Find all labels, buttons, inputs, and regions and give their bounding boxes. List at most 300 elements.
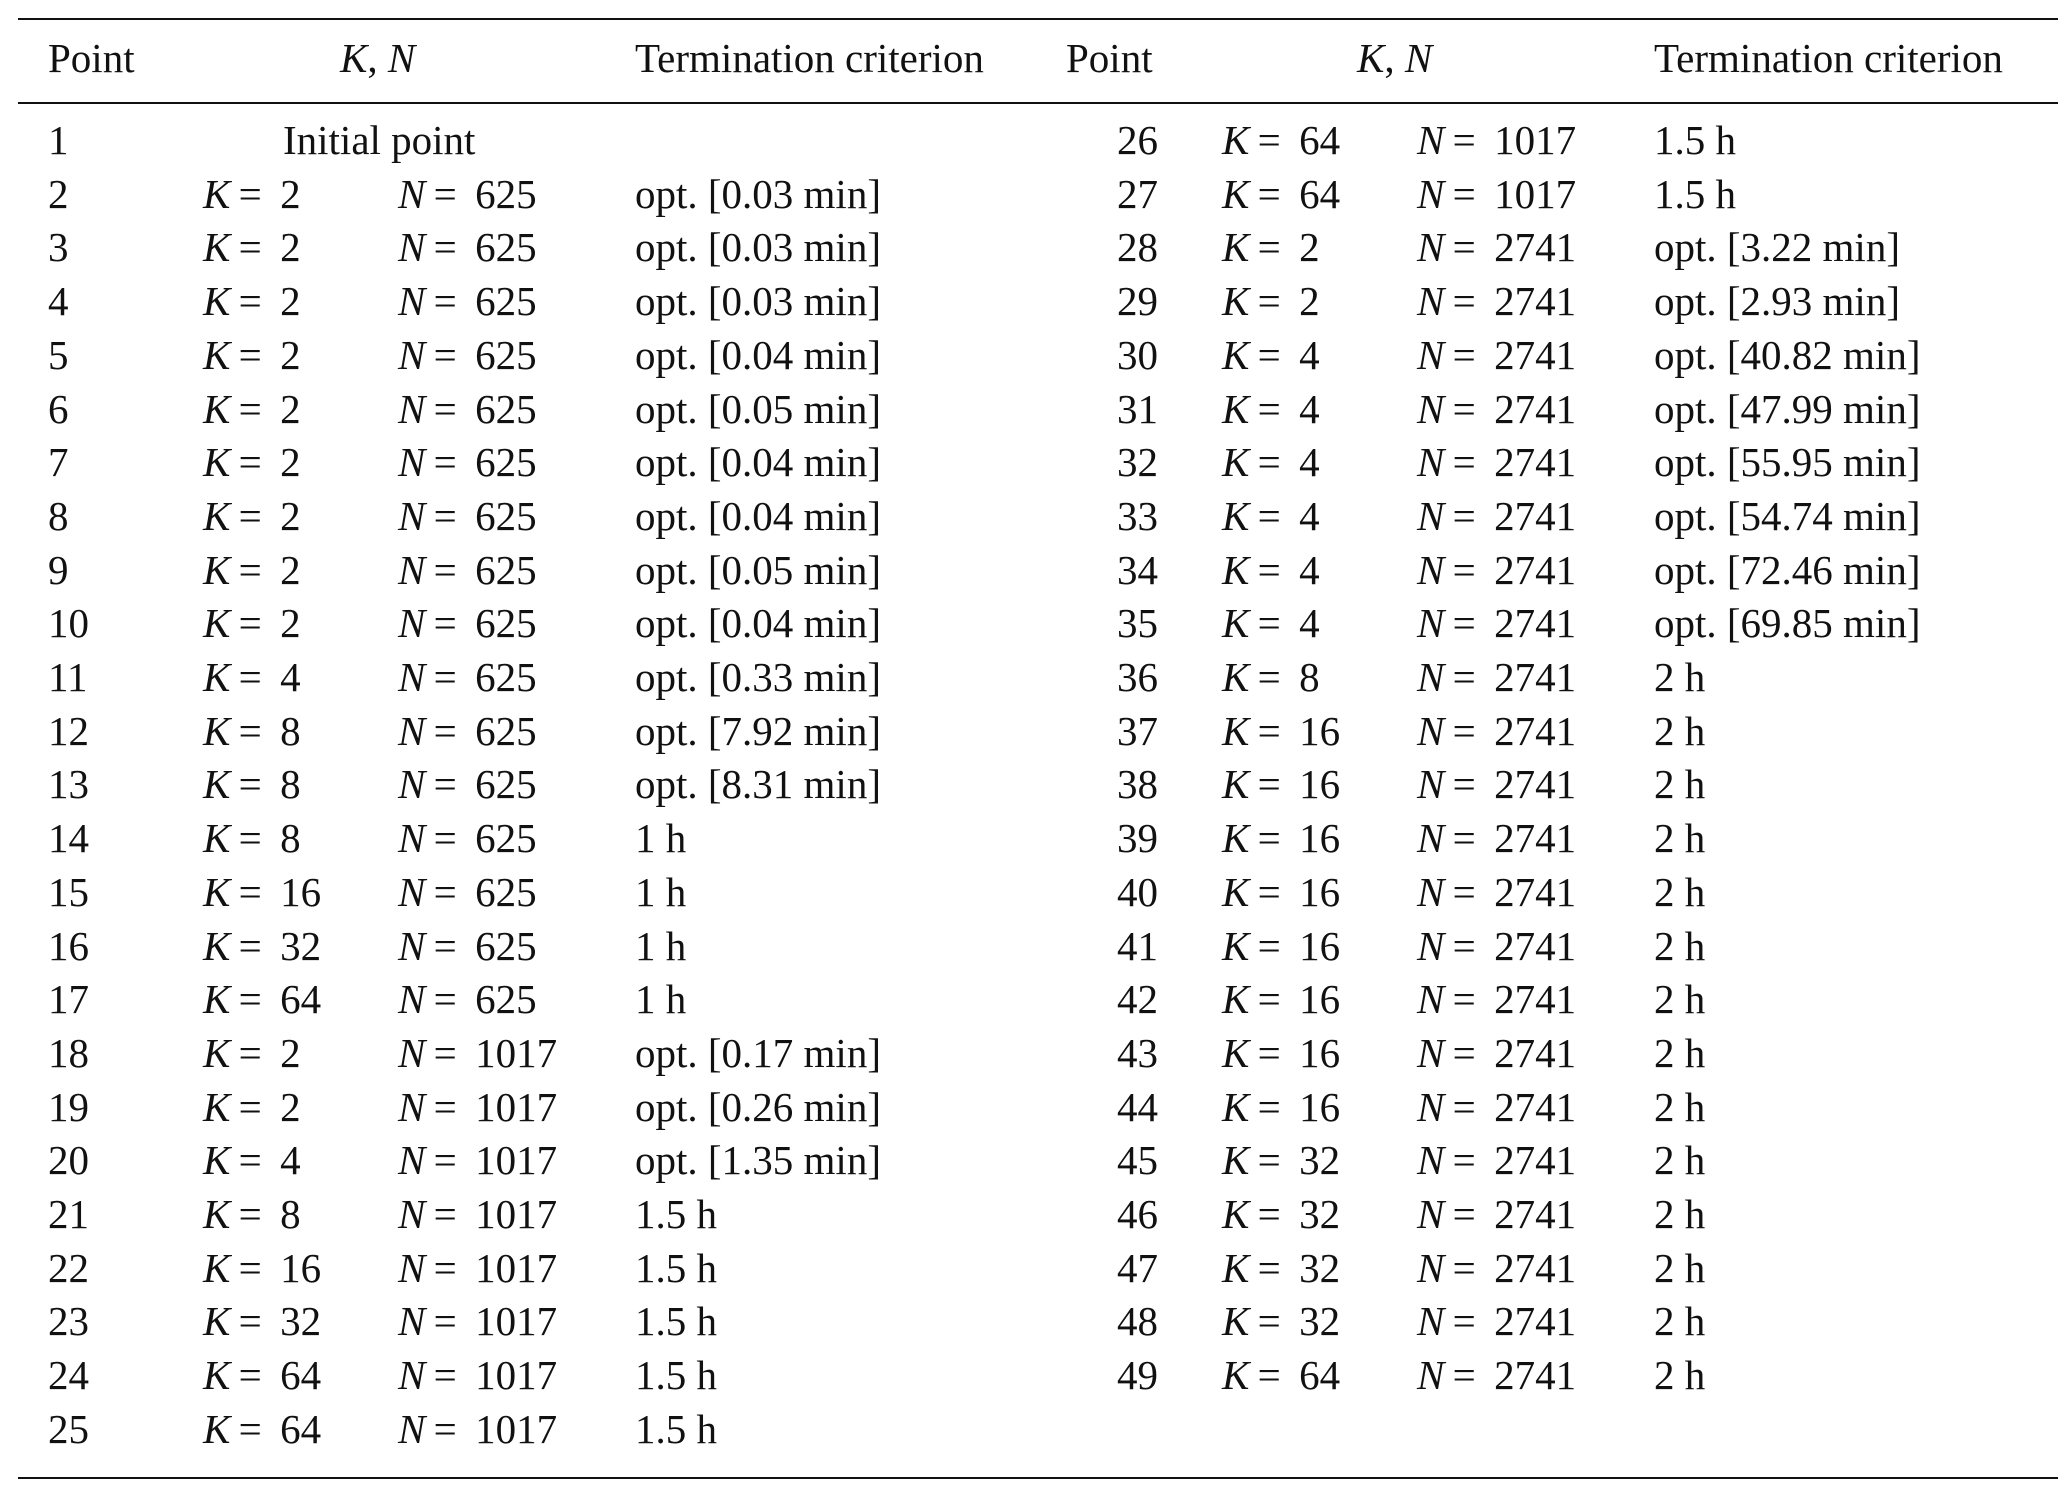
row-termination: 2 h [1654, 761, 1706, 807]
row-k-value-value: = 4 [1249, 439, 1320, 485]
row-k-value [1222, 167, 1340, 221]
row-k-value-value: = 4 [230, 1137, 301, 1183]
row-termination: 2 h [1654, 1352, 1706, 1398]
row-point-number: 9 [48, 547, 69, 593]
row-n-value-value: = 1017 [425, 1137, 558, 1183]
row-k-value-value: = 2 [230, 493, 301, 539]
row-point-number: 6 [48, 386, 69, 432]
row-k-value-variable: K [203, 1245, 231, 1291]
row-n-value-variable: N [1417, 1030, 1445, 1076]
row-termination: opt. [54.74 min] [1654, 493, 1921, 539]
row-k-value [203, 220, 301, 274]
row-n-value-value: = 625 [425, 761, 537, 807]
row-termination: 2 h [1654, 976, 1706, 1022]
row-n-value-variable: N [1417, 439, 1445, 485]
header-n-symbol: N [387, 35, 416, 81]
row-n-value-value: = 2741 [1444, 278, 1577, 324]
row-n-value-value: = 2741 [1444, 547, 1577, 593]
row-point-number: 24 [48, 1352, 89, 1398]
row-k-value-variable: K [203, 761, 231, 807]
row-n-value-value: = 625 [425, 600, 537, 646]
table-top-rule [18, 18, 2058, 20]
row-n-value-variable: N [398, 1406, 426, 1452]
row-k-value-value: = 64 [230, 1406, 322, 1452]
row-k-value-value: = 32 [230, 1298, 322, 1344]
header-kn-left [340, 31, 415, 85]
row-n-value [1417, 972, 1576, 1026]
row-k-value-value: = 32 [230, 923, 322, 969]
row-n-value [1417, 543, 1576, 597]
row-n-value-value: = 2741 [1444, 386, 1577, 432]
row-point-number: 7 [48, 439, 69, 485]
row-n-value-value: = 2741 [1444, 439, 1577, 485]
row-n-value [398, 1080, 557, 1134]
row-k-value-value: = 16 [230, 1245, 322, 1291]
row-n-value-variable: N [398, 708, 426, 754]
row-termination: 1.5 h [1654, 171, 1736, 217]
row-point-number: 39 [1117, 815, 1158, 861]
row-n-value-variable: N [398, 171, 426, 217]
row-n-value-value: = 2741 [1444, 332, 1577, 378]
row-termination: opt. [2.93 min] [1654, 278, 1900, 324]
row-n-value-value: = 625 [425, 654, 537, 700]
row-n-value [1417, 1026, 1576, 1080]
row-k-value-value: = 16 [1249, 708, 1341, 754]
row-k-value-value: = 32 [1249, 1298, 1341, 1344]
row-point-number: 49 [1117, 1352, 1158, 1398]
row-point-number: 35 [1117, 600, 1158, 646]
row-n-value-value: = 2741 [1444, 1245, 1577, 1291]
row-k-value-variable: K [1222, 547, 1250, 593]
row-k-value-value: = 4 [1249, 332, 1320, 378]
row-point-number: 44 [1117, 1084, 1158, 1130]
row-termination: opt. [0.04 min] [635, 493, 881, 539]
row-termination: 2 h [1654, 1084, 1706, 1130]
row-n-value [398, 1133, 557, 1187]
row-n-value-variable: N [398, 493, 426, 539]
row-k-value [203, 1241, 321, 1295]
row-k-value-variable: K [203, 224, 231, 270]
row-termination: 1.5 h [635, 1245, 717, 1291]
row-n-value-value: = 1017 [1444, 171, 1577, 217]
row-termination: opt. [69.85 min] [1654, 600, 1921, 646]
row-n-value-value: = 625 [425, 547, 537, 593]
row-k-value [1222, 543, 1320, 597]
row-n-value-variable: N [398, 815, 426, 861]
row-termination: 1.5 h [635, 1352, 717, 1398]
row-n-value [398, 274, 537, 328]
row-k-value [203, 919, 321, 973]
row-point-number: 1 [48, 117, 69, 163]
row-k-value-value: = 2 [230, 547, 301, 593]
row-n-value-variable: N [1417, 761, 1445, 807]
row-point-number: 2 [48, 171, 69, 217]
row-n-value-variable: N [398, 386, 426, 432]
row-n-value-variable: N [1417, 117, 1445, 163]
row-k-value [1222, 1080, 1340, 1134]
row-termination: 2 h [1654, 654, 1706, 700]
row-n-value [398, 1294, 557, 1348]
row-n-value-variable: N [1417, 547, 1445, 593]
row-n-value [1417, 1187, 1576, 1241]
row-k-value-value: = 2 [230, 278, 301, 324]
row-k-value-value: = 4 [1249, 493, 1320, 539]
row-k-value-value: = 4 [1249, 600, 1320, 646]
row-n-value-variable: N [398, 1298, 426, 1344]
row-n-value [1417, 220, 1576, 274]
row-termination: opt. [0.03 min] [635, 224, 881, 270]
row-k-value [1222, 489, 1320, 543]
row-termination: opt. [1.35 min] [635, 1137, 881, 1183]
row-n-value [398, 865, 537, 919]
row-n-value-value: = 625 [425, 493, 537, 539]
row-n-value-variable: N [1417, 1084, 1445, 1130]
row-k-value [1222, 811, 1340, 865]
row-k-value-value: = 16 [230, 869, 322, 915]
row-k-value-value: = 16 [1249, 815, 1341, 861]
row-point-number: 27 [1117, 171, 1158, 217]
row-point-number: 36 [1117, 654, 1158, 700]
row-k-value-value: = 64 [230, 976, 322, 1022]
row-n-value [398, 757, 537, 811]
header-point-left: Point [48, 35, 135, 81]
row-n-value [398, 543, 537, 597]
row-n-value-variable: N [1417, 1245, 1445, 1291]
row-k-value [203, 757, 301, 811]
row-termination: opt. [72.46 min] [1654, 547, 1921, 593]
row-n-value-value: = 2741 [1444, 976, 1577, 1022]
row-n-value-variable: N [398, 923, 426, 969]
row-n-value-value: = 2741 [1444, 815, 1577, 861]
header-n-symbol: N [1404, 35, 1433, 81]
row-k-value [1222, 650, 1320, 704]
row-termination: 1 h [635, 815, 687, 861]
row-termination: opt. [0.04 min] [635, 439, 881, 485]
row-k-value-value: = 16 [1249, 869, 1341, 915]
row-termination: 2 h [1654, 1030, 1706, 1076]
row-k-value-value: = 2 [230, 1030, 301, 1076]
row-termination: opt. [40.82 min] [1654, 332, 1921, 378]
row-point-number: 4 [48, 278, 69, 324]
row-point-number: 48 [1117, 1298, 1158, 1344]
row-termination: opt. [47.99 min] [1654, 386, 1921, 432]
row-n-value [1417, 1241, 1576, 1295]
row-n-value-variable: N [398, 439, 426, 485]
row-n-value-value: = 1017 [425, 1298, 558, 1344]
row-termination: 2 h [1654, 1191, 1706, 1237]
row-point-number: 29 [1117, 278, 1158, 324]
row-k-value [203, 328, 301, 382]
row-n-value-value: = 625 [425, 332, 537, 378]
row-n-value-value: = 1017 [425, 1030, 558, 1076]
row-n-value-variable: N [398, 761, 426, 807]
header-point-right: Point [1066, 35, 1153, 81]
row-n-value-value: = 625 [425, 976, 537, 1022]
row-n-value-value: = 2741 [1444, 1030, 1577, 1076]
row-k-value [203, 1348, 321, 1402]
row-n-value-value: = 625 [425, 224, 537, 270]
row-point-number: 30 [1117, 332, 1158, 378]
row-n-value-variable: N [1417, 708, 1445, 754]
row-n-value-variable: N [1417, 386, 1445, 432]
row-termination: 2 h [1654, 869, 1706, 915]
row-point-number: 21 [48, 1191, 89, 1237]
row-n-value-value: = 625 [425, 923, 537, 969]
row-k-value [1222, 919, 1340, 973]
row-k-value-variable: K [203, 1352, 231, 1398]
row-k-value-variable: K [1222, 600, 1250, 646]
row-n-value [398, 1348, 557, 1402]
row-k-value-value: = 8 [1249, 654, 1320, 700]
row-k-value-variable: K [1222, 332, 1250, 378]
row-k-value-variable: K [203, 1298, 231, 1344]
row-initial-point-label: Initial point [283, 117, 476, 163]
row-k-value-variable: K [1222, 1137, 1250, 1183]
row-k-value-value: = 8 [230, 1191, 301, 1237]
row-k-value [1222, 704, 1340, 758]
row-k-value [203, 543, 301, 597]
row-k-value-value: = 2 [230, 1084, 301, 1130]
row-point-number: 10 [48, 600, 89, 646]
row-termination: opt. [7.92 min] [635, 708, 881, 754]
row-k-value-variable: K [1222, 923, 1250, 969]
row-point-number: 3 [48, 224, 69, 270]
row-k-value-value: = 2 [230, 439, 301, 485]
row-n-value-variable: N [1417, 923, 1445, 969]
row-n-value-variable: N [1417, 1352, 1445, 1398]
row-n-value-value: = 2741 [1444, 1137, 1577, 1183]
row-n-value [1417, 650, 1576, 704]
row-termination: opt. [0.17 min] [635, 1030, 881, 1076]
row-k-value-variable: K [1222, 815, 1250, 861]
row-point-number: 15 [48, 869, 89, 915]
row-k-value [203, 1187, 301, 1241]
row-termination: opt. [0.03 min] [635, 171, 881, 217]
row-n-value [1417, 1080, 1576, 1134]
row-termination: opt. [0.04 min] [635, 600, 881, 646]
row-n-value-variable: N [1417, 1137, 1445, 1183]
row-point-number: 46 [1117, 1191, 1158, 1237]
row-k-value-variable: K [1222, 1084, 1250, 1130]
row-termination: opt. [8.31 min] [635, 761, 881, 807]
row-k-value [1222, 1348, 1340, 1402]
row-termination: 1 h [635, 923, 687, 969]
row-n-value-value: = 2741 [1444, 1298, 1577, 1344]
row-k-value-variable: K [203, 1030, 231, 1076]
row-point-number: 20 [48, 1137, 89, 1183]
row-point-number: 45 [1117, 1137, 1158, 1183]
row-n-value-variable: N [398, 976, 426, 1022]
row-point-number: 32 [1117, 439, 1158, 485]
row-n-value [398, 1026, 557, 1080]
row-n-value [1417, 1133, 1576, 1187]
row-k-value-variable: K [203, 493, 231, 539]
row-n-value-value: = 2741 [1444, 1084, 1577, 1130]
row-k-value-variable: K [1222, 976, 1250, 1022]
row-point-number: 25 [48, 1406, 89, 1452]
row-point-number: 40 [1117, 869, 1158, 915]
row-n-value [1417, 167, 1576, 221]
row-k-value-variable: K [203, 1137, 231, 1183]
row-n-value [1417, 919, 1576, 973]
row-n-value-value: = 625 [425, 386, 537, 432]
header-kn-separator: , [1384, 35, 1405, 81]
row-k-value-value: = 2 [1249, 224, 1320, 270]
row-k-value [1222, 596, 1320, 650]
row-termination: 1 h [635, 976, 687, 1022]
row-n-value [1417, 489, 1576, 543]
row-k-value-variable: K [203, 600, 231, 646]
row-point-number: 12 [48, 708, 89, 754]
row-k-value [203, 1080, 301, 1134]
row-n-value-variable: N [1417, 600, 1445, 646]
row-k-value-variable: K [1222, 439, 1250, 485]
row-k-value-variable: K [1222, 1298, 1250, 1344]
row-n-value-value: = 2741 [1444, 654, 1577, 700]
row-n-value-variable: N [398, 1137, 426, 1183]
row-n-value [398, 435, 537, 489]
row-termination: 1.5 h [1654, 117, 1736, 163]
row-n-value-value: = 2741 [1444, 493, 1577, 539]
row-n-value-value: = 625 [425, 815, 537, 861]
row-termination: 1.5 h [635, 1406, 717, 1452]
row-n-value-variable: N [1417, 815, 1445, 861]
row-k-value-value: = 64 [1249, 117, 1341, 163]
row-termination: 2 h [1654, 815, 1706, 861]
row-k-value-value: = 16 [1249, 1030, 1341, 1076]
row-k-value [203, 1402, 321, 1456]
row-termination: opt. [0.04 min] [635, 332, 881, 378]
row-k-value-variable: K [1222, 117, 1250, 163]
row-n-value [398, 596, 537, 650]
row-n-value-variable: N [398, 1084, 426, 1130]
row-k-value-variable: K [1222, 869, 1250, 915]
row-n-value-value: = 1017 [425, 1352, 558, 1398]
row-point-number: 26 [1117, 117, 1158, 163]
row-k-value [1222, 382, 1320, 436]
row-n-value-variable: N [1417, 1191, 1445, 1237]
row-point-number: 47 [1117, 1245, 1158, 1291]
row-termination: 1.5 h [635, 1298, 717, 1344]
row-k-value-value: = 32 [1249, 1137, 1341, 1183]
row-k-value [203, 811, 301, 865]
header-termination-right: Termination criterion [1654, 35, 2003, 81]
row-k-value-value: = 2 [230, 600, 301, 646]
row-n-value [1417, 1294, 1576, 1348]
row-n-value [1417, 865, 1576, 919]
row-k-value-value: = 8 [230, 708, 301, 754]
row-n-value-value: = 625 [425, 869, 537, 915]
row-point-number: 11 [48, 654, 88, 700]
row-n-value [1417, 435, 1576, 489]
row-point-number: 41 [1117, 923, 1158, 969]
row-n-value [1417, 757, 1576, 811]
row-k-value-variable: K [1222, 493, 1250, 539]
row-n-value-value: = 625 [425, 708, 537, 754]
row-n-value-value: = 2741 [1444, 224, 1577, 270]
row-termination: opt. [0.05 min] [635, 547, 881, 593]
row-n-value-variable: N [1417, 654, 1445, 700]
row-termination: opt. [0.03 min] [635, 278, 881, 324]
row-n-value-variable: N [398, 332, 426, 378]
row-n-value [398, 328, 537, 382]
row-k-value-variable: K [203, 708, 231, 754]
row-k-value-variable: K [1222, 1245, 1250, 1291]
row-termination: 2 h [1654, 1245, 1706, 1291]
row-point-number: 43 [1117, 1030, 1158, 1076]
row-k-value-variable: K [203, 386, 231, 432]
row-k-value [203, 972, 321, 1026]
row-point-number: 14 [48, 815, 89, 861]
row-n-value [398, 704, 537, 758]
row-k-value [1222, 865, 1340, 919]
row-k-value [1222, 113, 1340, 167]
row-n-value [1417, 811, 1576, 865]
row-k-value [203, 865, 321, 919]
row-point-number: 18 [48, 1030, 89, 1076]
row-n-value-variable: N [398, 654, 426, 700]
row-k-value-variable: K [1222, 171, 1250, 217]
row-k-value-variable: K [203, 278, 231, 324]
row-termination: 2 h [1654, 923, 1706, 969]
row-n-value [398, 382, 537, 436]
row-k-value-value: = 32 [1249, 1191, 1341, 1237]
row-point-number: 5 [48, 332, 69, 378]
row-n-value [1417, 704, 1576, 758]
row-k-value [203, 489, 301, 543]
row-point-number: 38 [1117, 761, 1158, 807]
row-k-value-variable: K [1222, 224, 1250, 270]
row-point-number: 19 [48, 1084, 89, 1130]
row-n-value-variable: N [398, 1030, 426, 1076]
row-n-value-value: = 1017 [425, 1245, 558, 1291]
row-k-value-variable: K [1222, 654, 1250, 700]
row-k-value-value: = 16 [1249, 976, 1341, 1022]
row-n-value-variable: N [398, 1352, 426, 1398]
row-n-value-variable: N [1417, 332, 1445, 378]
row-n-value-value: = 2741 [1444, 708, 1577, 754]
row-k-value [1222, 1026, 1340, 1080]
row-n-value [398, 1402, 557, 1456]
row-k-value-variable: K [203, 1191, 231, 1237]
row-termination: 2 h [1654, 1137, 1706, 1183]
row-n-value-value: = 1017 [425, 1191, 558, 1237]
row-n-value-variable: N [398, 1245, 426, 1291]
row-n-value [398, 1187, 557, 1241]
row-point-number: 16 [48, 923, 89, 969]
row-n-value-variable: N [398, 224, 426, 270]
row-n-value-variable: N [1417, 278, 1445, 324]
row-n-value-variable: N [1417, 493, 1445, 539]
row-n-value-value: = 2741 [1444, 761, 1577, 807]
row-k-value-value: = 8 [230, 815, 301, 861]
row-k-value [1222, 1294, 1340, 1348]
row-termination: opt. [3.22 min] [1654, 224, 1900, 270]
row-k-value-value: = 16 [1249, 923, 1341, 969]
row-k-value-variable: K [203, 976, 231, 1022]
row-n-value-value: = 1017 [425, 1406, 558, 1452]
row-termination: 2 h [1654, 708, 1706, 754]
row-n-value [1417, 382, 1576, 436]
row-point-number: 22 [48, 1245, 89, 1291]
row-k-value [1222, 274, 1320, 328]
row-n-value-value: = 1017 [1444, 117, 1577, 163]
row-n-value [1417, 596, 1576, 650]
row-n-value [398, 489, 537, 543]
row-point-number: 33 [1117, 493, 1158, 539]
row-k-value [1222, 757, 1340, 811]
row-k-value-variable: K [1222, 761, 1250, 807]
